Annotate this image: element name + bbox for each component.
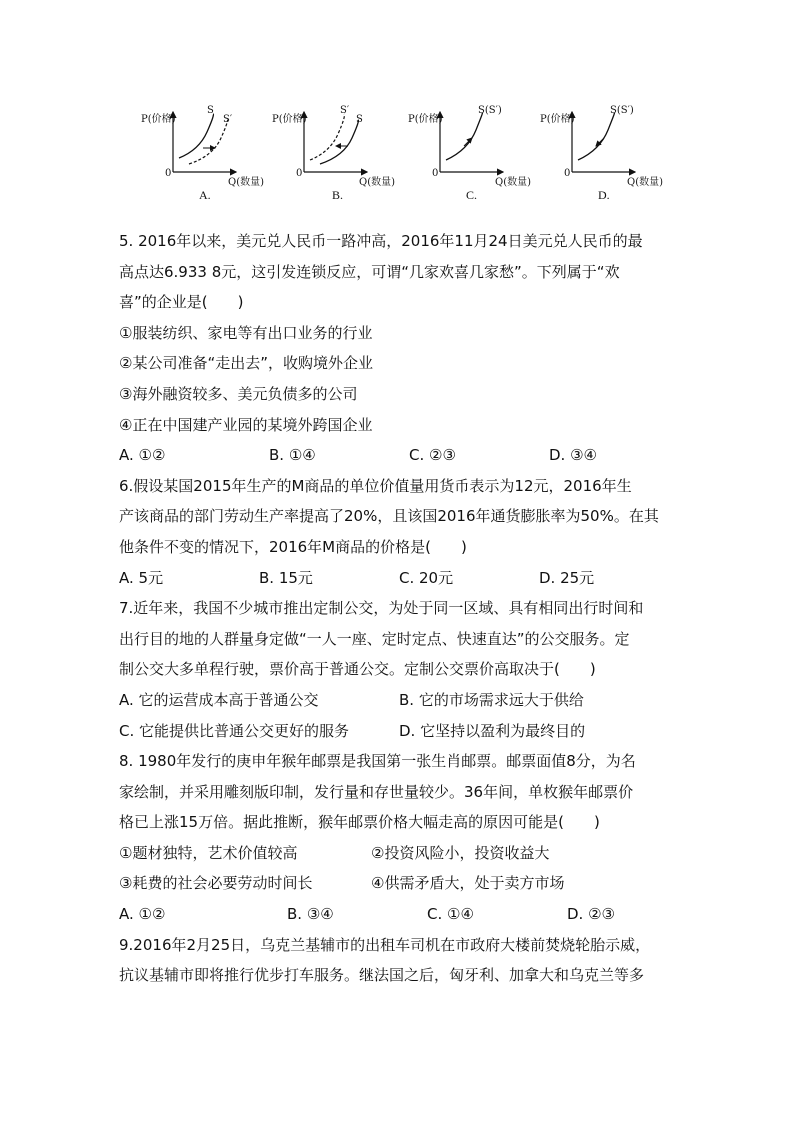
graph-b xyxy=(272,100,402,208)
q5-line-1: 5. 2016年以来，美元兑人民币一路冲高，2016年11月24日美元兑人民币的最 xyxy=(119,232,643,250)
q9-line-1: 9.2016年2月25日，乌克兰基辅市的出租车司机在市政府大楼前焚烧轮胎示威， xyxy=(119,935,651,954)
supply-curve-s-prime xyxy=(189,120,227,164)
q6-option-c: C. 20元 xyxy=(399,568,454,587)
q5-options xyxy=(119,440,689,471)
graph-d xyxy=(540,100,670,208)
supply-curve xyxy=(578,113,614,160)
movement-arrow xyxy=(464,138,472,146)
q8-option-c: C. ①④ xyxy=(427,905,474,924)
q6-option-b: B. 15元 xyxy=(259,568,313,587)
origin-label: 0 xyxy=(296,168,303,179)
choice-label: B. xyxy=(332,188,344,202)
curve-label-1: S(S′) xyxy=(478,105,502,116)
q-axis-label: Q(数量) xyxy=(495,177,532,188)
q-axis-label: Q(数量) xyxy=(228,177,265,188)
q6-line-1: 6.假设某国2015年生产的M商品的单位价值量用货币表示为12元，2016年生 xyxy=(119,476,632,495)
question-9 xyxy=(119,930,689,991)
q8-statement-1: ①题材独特，艺术价值较高 xyxy=(119,843,298,862)
supply-curve-s xyxy=(179,114,213,158)
q9-line-2: 抗议基辅市即将推行优步打车服务。继法国之后，匈牙利、加拿大和乌克兰等多 xyxy=(119,966,645,985)
q5-statement-3: ③海外融资较多、美元负债多的公司 xyxy=(119,384,358,403)
question-8 xyxy=(119,746,689,930)
q8-line-3: 格已上涨15万倍。据此推断，猴年邮票价格大幅走高的原因可能是( ) xyxy=(119,813,600,832)
supply-curve xyxy=(446,113,482,160)
q5-statement-1: ①服装纺织、家电等有出口业务的行业 xyxy=(119,323,373,342)
supply-curve-s xyxy=(320,120,358,164)
curve-label-2: S′ xyxy=(223,114,233,125)
curve-label-2: S xyxy=(356,114,363,125)
p-axis-label: P(价格) xyxy=(272,114,307,125)
q5-option-b: B. ①④ xyxy=(269,446,316,465)
q7-line-3: 制公交大多单程行驶，票价高于普通公交。定制公交票价高取决于( ) xyxy=(119,660,596,679)
supply-curve-graphs xyxy=(0,100,794,210)
supply-curve-s-prime xyxy=(310,114,344,160)
choice-label: C. xyxy=(466,188,478,202)
question-content xyxy=(119,226,689,991)
q7-line-2: 出行目的地的人群量身定做“一人一座、定时定点、快速直达”的公交服务。定 xyxy=(119,629,630,648)
q8-statement-4: ④供需矛盾大，处于卖方市场 xyxy=(371,874,565,893)
choice-label: A. xyxy=(199,188,211,202)
origin-label: 0 xyxy=(564,168,571,179)
curve-label-1: S(S′) xyxy=(610,105,634,116)
q6-option-a: A. 5元 xyxy=(119,568,164,587)
p-axis-label: P(价格) xyxy=(408,114,443,125)
q8-line-2: 家绘制，并采用雕刻版印制，发行量和存世量较少。36年间，单枚猴年邮票价 xyxy=(119,782,634,801)
q-axis-label: Q(数量) xyxy=(627,177,664,188)
p-axis-label: P(价格) xyxy=(540,114,575,125)
q8-statements-row-2 xyxy=(119,868,689,899)
q7-options-row-2 xyxy=(119,716,689,747)
q5-option-a: A. ①② xyxy=(119,446,166,465)
choice-label: D. xyxy=(598,188,610,202)
q7-option-a: A. 它的运营成本高于普通公交 xyxy=(119,690,319,709)
graph-c xyxy=(408,100,538,208)
q8-line-1: 8. 1980年发行的庚申年猴年邮票是我国第一张生肖邮票。邮票面值8分，为名 xyxy=(119,752,636,771)
q8-option-a: A. ①② xyxy=(119,905,166,924)
q5-statement-4: ④正在中国建产业园的某境外跨国企业 xyxy=(119,415,373,434)
q7-line-1: 7.近年来，我国不少城市推出定制公交，为处于同一区域、具有相同出行时间和 xyxy=(119,599,644,618)
q5-option-d: D. ③④ xyxy=(549,446,597,465)
q8-statements-row-1 xyxy=(119,838,689,869)
q7-option-c: C. 它能提供比普通公交更好的服务 xyxy=(119,721,350,740)
p-axis-label: P(价格) xyxy=(141,114,176,125)
q6-line-2: 产该商品的部门劳动生产率提高了20%，且该国2016年通货膨胀率为50%。在其 xyxy=(119,507,659,526)
q7-option-b: B. 它的市场需求远大于供给 xyxy=(399,690,584,709)
graph-a xyxy=(141,100,271,208)
q8-option-d: D. ②③ xyxy=(567,905,615,924)
q6-line-3: 他条件不变的情况下，2016年M商品的价格是( ) xyxy=(119,537,467,556)
q5-statement-2: ②某公司准备“走出去”，收购境外企业 xyxy=(119,354,373,373)
question-5 xyxy=(119,226,689,471)
q8-statement-2: ②投资风险小，投资收益大 xyxy=(371,843,550,862)
curve-label-1: S′ xyxy=(340,105,350,116)
question-6 xyxy=(119,471,689,593)
q7-option-d: D. 它坚持以盈利为最终目的 xyxy=(399,721,586,740)
q7-options-row-1 xyxy=(119,685,689,716)
origin-label: 0 xyxy=(165,168,172,179)
q6-option-d: D. 25元 xyxy=(539,568,595,587)
q8-options xyxy=(119,899,689,930)
q5-line-2: 高点达6.933 8元，这引发连锁反应，可谓“几家欢喜几家愁”。下列属于“欢 xyxy=(119,262,620,281)
movement-arrow xyxy=(596,138,604,146)
q5-option-c: C. ②③ xyxy=(409,446,456,465)
question-7 xyxy=(119,593,689,746)
q5-line-3: 喜”的企业是( ) xyxy=(119,293,244,312)
curve-label-1: S xyxy=(207,105,214,116)
q6-options xyxy=(119,563,689,594)
origin-label: 0 xyxy=(432,168,439,179)
q8-option-b: B. ③④ xyxy=(287,905,334,924)
q8-statement-3: ③耗费的社会必要劳动时间长 xyxy=(119,874,313,893)
q-axis-label: Q(数量) xyxy=(359,177,396,188)
